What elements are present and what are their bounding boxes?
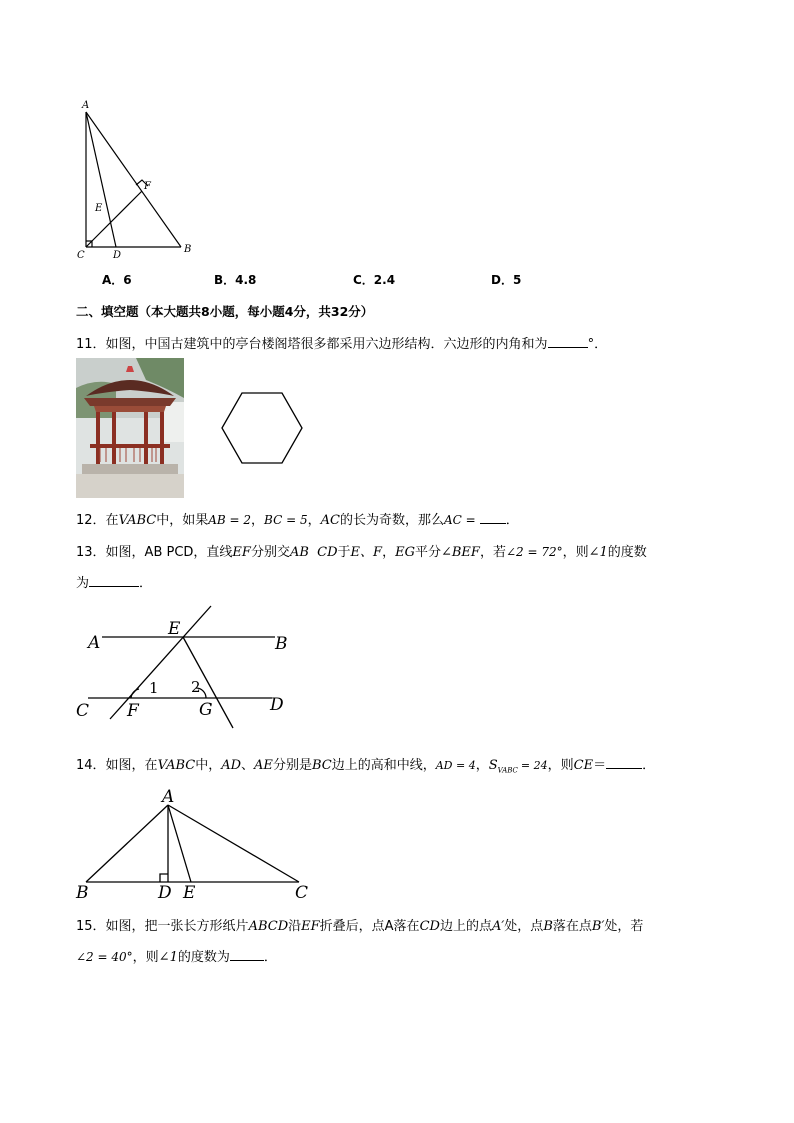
q12-ac: AC bbox=[320, 513, 340, 528]
fig13-label-d: D bbox=[270, 695, 284, 715]
q12-tail: ． bbox=[505, 513, 519, 528]
question-15-line2 bbox=[76, 946, 277, 965]
q15-angle2: ∠2 = 40° bbox=[76, 950, 133, 964]
fig13-label-a: A bbox=[88, 633, 101, 653]
q12-ac2: AC = bbox=[443, 513, 476, 527]
q15-angle1: ∠1 bbox=[158, 950, 178, 965]
q15-b-prime: B′ bbox=[591, 919, 605, 934]
q13-p5: 平分 bbox=[414, 545, 441, 560]
q14-area-subscript: VABC bbox=[497, 766, 518, 775]
q14-ce: CE bbox=[573, 758, 594, 773]
q12-triangle: VABC bbox=[118, 513, 157, 528]
q15-line2c: 的度数为 bbox=[177, 950, 230, 965]
q13-line2-prefix: 为 bbox=[76, 576, 90, 591]
q15-a-prime: A′ bbox=[491, 919, 505, 934]
q12-bc: BC = 5 bbox=[264, 513, 308, 527]
q14-tail: ． bbox=[642, 758, 656, 773]
q14-bc: BC bbox=[311, 758, 332, 773]
q15-cd: CD bbox=[419, 919, 440, 934]
q14-p7: ，则 bbox=[547, 758, 574, 773]
q15-p4: 边上的点 bbox=[439, 919, 492, 934]
q15-p2: 沿 bbox=[288, 919, 302, 934]
q13-p7: ，则 bbox=[562, 545, 589, 560]
fig13-label-2: 2 bbox=[191, 678, 201, 696]
fig14-label-e: E bbox=[183, 883, 196, 903]
question-15 bbox=[76, 915, 643, 934]
q15-p3: 折叠后，点A落在 bbox=[319, 919, 420, 934]
q12-p2: 中，如果 bbox=[156, 513, 209, 528]
q14-p2: 中， bbox=[195, 758, 222, 773]
q15-answer-blank bbox=[230, 948, 264, 961]
fig14-label-d: D bbox=[158, 883, 172, 903]
q13-eg: EG bbox=[395, 545, 415, 560]
q12-p5: 的长为奇数，那么 bbox=[339, 513, 444, 528]
q12-number: 12． bbox=[76, 513, 106, 528]
q13-bef: ∠BEF bbox=[440, 545, 480, 560]
fig10-label-a: A bbox=[82, 100, 90, 111]
q12-ab: AB = 2 bbox=[208, 513, 252, 527]
q15-p7: 处，若 bbox=[604, 919, 644, 934]
fig13-label-1: 1 bbox=[149, 679, 159, 697]
q13-ef: EF bbox=[232, 545, 251, 560]
q13-abcd: AB CD bbox=[289, 545, 338, 560]
fig14-label-a: A bbox=[162, 787, 175, 807]
q14-ad-value: AD = 4 bbox=[435, 759, 476, 772]
q14-p5: 边上的高和中线， bbox=[331, 758, 436, 773]
q13-p6: ，若 bbox=[479, 545, 506, 560]
q15-ef: EF bbox=[301, 919, 320, 934]
choice-d: D．5 bbox=[491, 273, 522, 287]
q14-triangle: VABC bbox=[157, 758, 196, 773]
q11-text: 如图，中国古建筑中的亭台楼阁塔很多都采用六边形结构．六边形的内角和为 bbox=[105, 337, 548, 352]
fig13-label-c: C bbox=[76, 701, 90, 721]
fig10-label-e: E bbox=[95, 203, 103, 214]
q14-area-symbol: S bbox=[488, 758, 498, 773]
q15-b: B bbox=[543, 919, 553, 934]
q15-abcd: ABCD bbox=[248, 919, 289, 934]
q13-p8: 的度数 bbox=[607, 545, 647, 560]
q14-p8: ＝ bbox=[593, 758, 607, 773]
choice-c: C．2.4 bbox=[353, 273, 396, 287]
q14-ae: AE bbox=[254, 758, 273, 773]
choice-b: B．4.8 bbox=[214, 273, 257, 287]
q13-p2: 分别交 bbox=[250, 545, 290, 560]
q12-p3: ， bbox=[251, 513, 265, 528]
q13-angle2: ∠2 = 72° bbox=[505, 545, 563, 559]
fig13-label-g: G bbox=[199, 700, 213, 720]
q14-p3: 、 bbox=[241, 758, 255, 773]
q13-p4: ， bbox=[382, 545, 396, 560]
q13-tail: ． bbox=[139, 576, 153, 591]
fig10-label-c: C bbox=[77, 250, 85, 261]
q14-p4: 分别是 bbox=[272, 758, 312, 773]
choice-a: A．6 bbox=[102, 273, 132, 287]
q15-p5: 处，点 bbox=[504, 919, 544, 934]
q11-tail: °． bbox=[587, 337, 608, 352]
fig13-label-e: E bbox=[168, 619, 181, 639]
q14-area-value: = 24 bbox=[520, 759, 548, 772]
fig14-label-b: B bbox=[76, 883, 89, 903]
q12-p1: 在 bbox=[105, 513, 119, 528]
q14-p6: ， bbox=[475, 758, 489, 773]
q15-line2b: ，则 bbox=[132, 950, 159, 965]
q13-p1: 如图，AB PCD，直线 bbox=[105, 545, 233, 560]
fig10-label-d: D bbox=[113, 250, 122, 261]
section-heading: 二、填空题（本大题共8小题，每小题4分，共32分） bbox=[76, 304, 374, 319]
q15-number: 15． bbox=[76, 919, 106, 934]
q14-number: 14． bbox=[76, 758, 106, 773]
fig10-label-f: F bbox=[144, 181, 151, 192]
fig10-label-b: B bbox=[184, 244, 192, 255]
q15-tail: ． bbox=[263, 950, 277, 965]
fig13-label-f: F bbox=[127, 701, 139, 721]
q14-ad: AD bbox=[221, 758, 242, 773]
q13-ef2: E、F bbox=[350, 545, 383, 560]
fig13-label-b: B bbox=[275, 634, 288, 654]
fig14-label-c: C bbox=[295, 883, 309, 903]
q12-p4: ， bbox=[307, 513, 321, 528]
q13-angle1: ∠1 bbox=[588, 545, 608, 560]
q13-p3: 于 bbox=[337, 545, 351, 560]
q11-number: 11． bbox=[76, 337, 106, 352]
q15-p6: 落在点 bbox=[552, 919, 592, 934]
q14-p1: 如图，在 bbox=[105, 758, 158, 773]
q13-number: 13． bbox=[76, 545, 106, 560]
q15-p1: 如图，把一张长方形纸片 bbox=[105, 919, 249, 934]
